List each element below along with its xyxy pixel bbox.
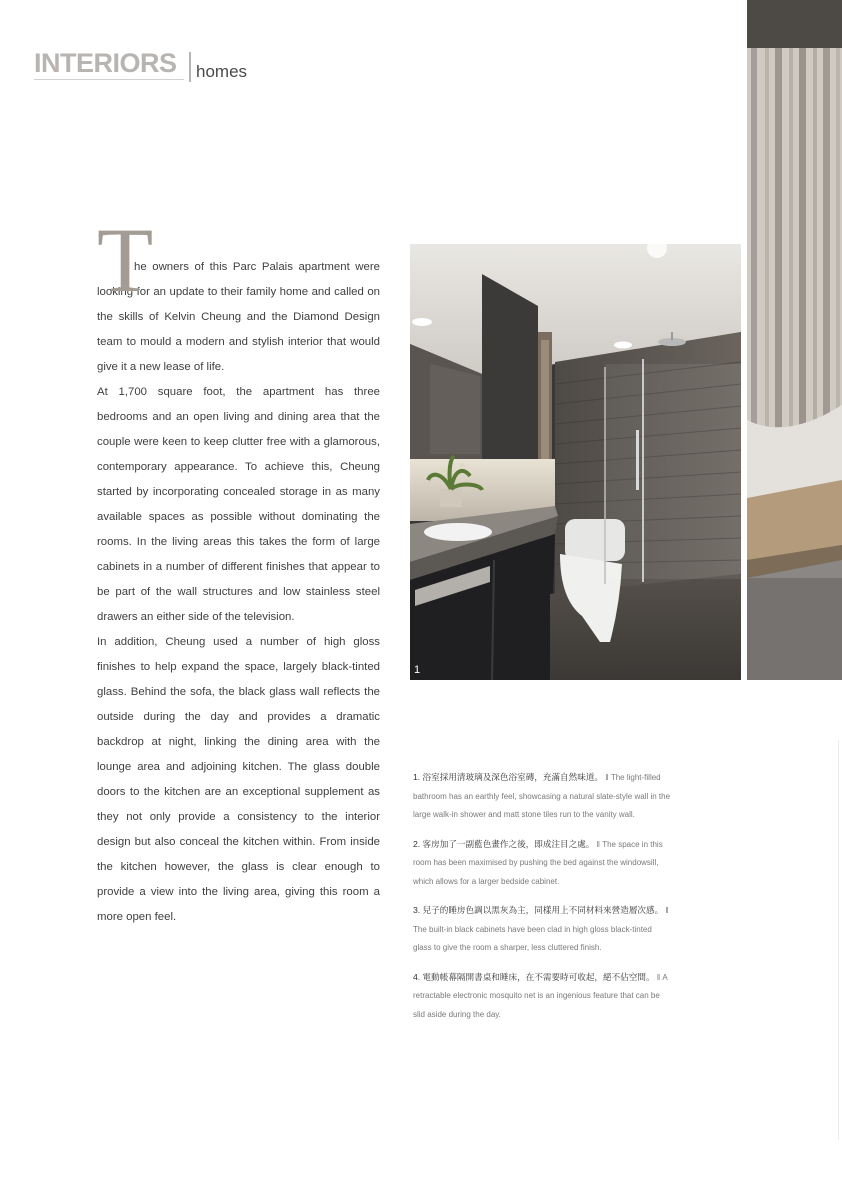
caption-2 (413, 835, 671, 892)
section-underline (34, 79, 184, 80)
article-body (97, 209, 380, 930)
bedroom-curtain-photo (747, 0, 842, 680)
caption-4-separator: ‖ (656, 972, 661, 982)
caption-2-separator: ‖ (596, 839, 600, 849)
caption-3-separator: ‖ (665, 906, 669, 915)
caption-3-chinese: 3. 兒子的睡房色調以黑灰為主，同樣用上不同材料來營造層次感。 (413, 905, 664, 915)
section-subtitle: homes (196, 62, 248, 81)
caption-1-separator: ‖ (605, 773, 609, 782)
caption-2-chinese: 2. 客房加了一副藍色畫作之後，即成注目之處。 (413, 838, 595, 849)
caption-3 (413, 901, 671, 958)
section-divider (189, 52, 191, 82)
article-paragraph-1: he owners of this Parc Palais apartment were looking for an update to their family home and called on the skills of Kelvin Cheung and the Diamond Design team to mould a modern and stylish interior that would give it a new lease of life. (97, 261, 380, 373)
article-paragraph-2: At 1,700 square foot, the apartment has three bedrooms and an open living and dining area that the couple were keen to keep clutter free with a glamorous, contemporary appearance. To achieve this, Cheung started by incorporating concealed storage in as many available spaces as possible without dominating the rooms. In the living areas this takes the form of large cabinets in a number of different finishes that appear to be part of the wall structures and low stainless steel drawers an either side of the television. (97, 386, 380, 623)
caption-4 (413, 968, 671, 1025)
drop-cap: T (97, 209, 154, 311)
caption-1-english: The light-filled bathroom has an earthly feel, showcasing a natural slate-style wall in the large walk-in shower and matt stone tiles run to the vanity wall. (413, 773, 671, 819)
caption-4-chinese: 4. 電動帳幕隔開書桌和睡床，在不需要時可收起，絕不佔空間。 (413, 971, 655, 982)
bathroom-illustration (410, 244, 741, 680)
photo-captions (413, 768, 671, 1034)
caption-1 (413, 768, 671, 825)
bathroom-photo (410, 244, 741, 680)
caption-2-english: The space in this room has been maximised by pushing the bed against the windowsill, which allows for a larger bedside cabinet. (413, 839, 663, 886)
caption-3-english: The built-in black cabinets have been clad in high gloss black-tinted glass to give the room a sharper, less cluttered finish. (413, 924, 652, 952)
section-title: INTERIORS (34, 48, 177, 78)
curtain-illustration (747, 0, 842, 680)
caption-4-english: A retractable electronic mosquito net is an ingenious feature that can be slid aside during the day. (413, 972, 668, 1019)
page-edge-line (838, 740, 839, 1140)
photo-number: 1 (414, 664, 421, 676)
caption-1-chinese: 1. 浴室採用清玻璃及深色浴室磚，充滿自然味道。 (413, 772, 604, 782)
article-paragraph-3: In addition, Cheung used a number of high gloss finishes to help expand the space, largely black-tinted glass. Behind the sofa, the black glass wall reflects the outside during the day and provides a dramatic backdrop at night, linking the dining area with the lounge area and adjoining kitchen. The glass double doors to the kitchen are an exceptional supplement as they not only provide a consistency to the interior design but also conceal the kitchen within. From inside the kitchen however, the glass is clear enough to provide a view into the living area, giving this room a more open feel. (97, 636, 380, 923)
